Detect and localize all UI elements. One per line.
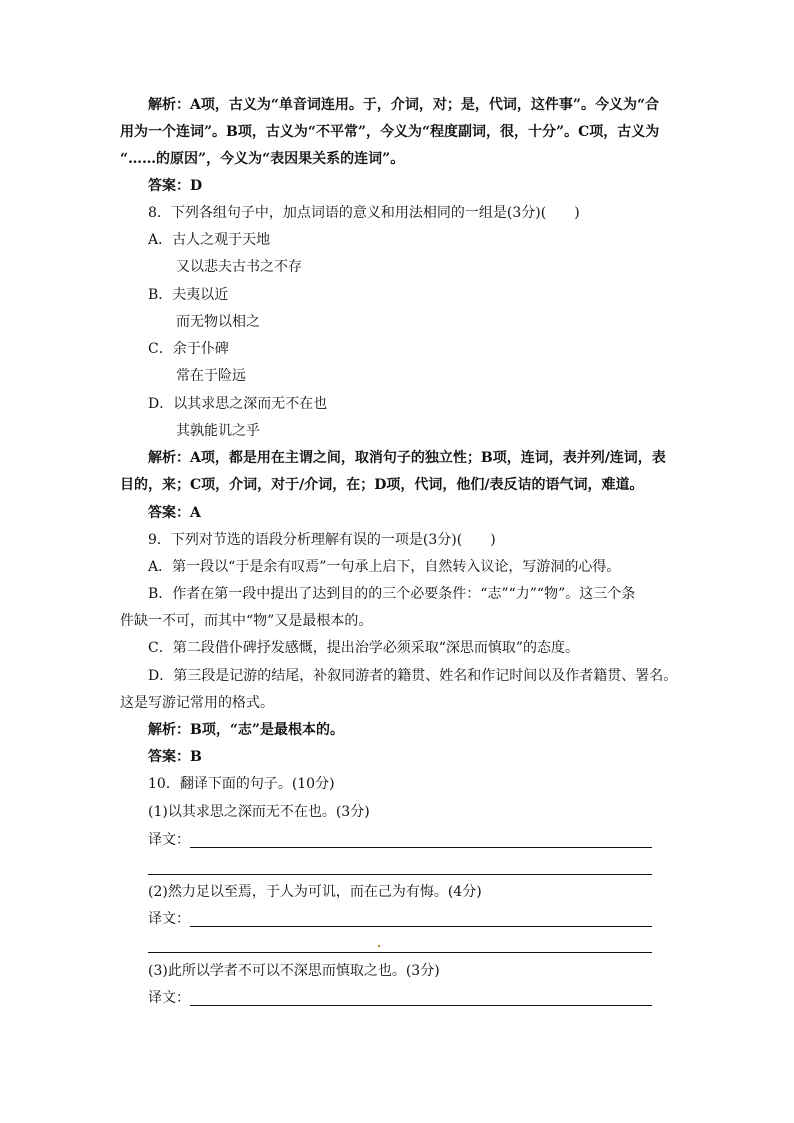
q8-answer: 答案：A bbox=[148, 505, 201, 521]
q10-answer-line-1b[interactable] bbox=[148, 874, 652, 875]
q9-option-b-line-1: B．作者在第一段中提出了达到目的的三个必要条件：“志”“力”“物”。这三个条 bbox=[148, 586, 636, 602]
q9-option-c: C．第二段借仆碑抒发感慨，提出治学必须采取“深思而慎取”的态度。 bbox=[148, 640, 580, 656]
stray-dot bbox=[378, 945, 380, 947]
q9-option-d-line-1: D．第三段是记游的结尾，补叙同游者的籍贯、姓名和作记时间以及作者籍贯、署名。 bbox=[148, 668, 678, 684]
q8-option-d: D．以其求思之深而无不在也 bbox=[148, 396, 328, 412]
q8-option-a-sub: 又以悲夫古书之不存 bbox=[176, 259, 302, 275]
q8-option-c-sub: 常在于险远 bbox=[176, 368, 246, 384]
q8-option-a: A．古人之观于天地 bbox=[148, 232, 271, 248]
q10-sentence-2: (2)然力足以至焉，于人为可讥，而在己为有悔。(4分) bbox=[148, 884, 482, 900]
q10-sentence-1: (1)以其求思之深而无不在也。(3分) bbox=[148, 804, 370, 820]
q10-label-3: 译文： bbox=[148, 990, 190, 1006]
q9-option-b-line-2: 件缺一不可，而其中“物”又是最根本的。 bbox=[120, 613, 373, 629]
q9-option-d-line-2: 这是写游记常用的格式。 bbox=[120, 695, 274, 711]
q8-option-c: C．余于仆碑 bbox=[148, 341, 229, 357]
q8-analysis-line-2: 目的，来；C项，介词，对于/介词，在；D项，代词，他们/表反诘的语气词，难道。 bbox=[120, 477, 644, 493]
q8-option-d-sub: 其孰能讥之乎 bbox=[176, 423, 260, 439]
q7-analysis-line-2: 用为一个连词”。B项，古义为“不平常”，今义为“程度副词，很，十分”。C项，古义为 bbox=[120, 124, 660, 140]
q10-label-2: 译文： bbox=[148, 911, 190, 927]
q8-stem: 8．下列各组句子中，加点词语的意义和用法相同的一组是(3分)( ) bbox=[148, 205, 580, 221]
q10-answer-line-3a[interactable] bbox=[190, 1005, 652, 1006]
q9-answer: 答案：B bbox=[148, 749, 202, 765]
q9-option-a: A．第一段以“于是余有叹焉”一句承上启下，自然转入议论，写游洞的心得。 bbox=[148, 559, 621, 575]
q10-label-1: 译文： bbox=[148, 832, 190, 848]
q10-stem: 10．翻译下面的句子。(10分) bbox=[148, 776, 335, 792]
q10-answer-line-2b[interactable] bbox=[148, 952, 652, 953]
q8-option-b: B．夫夷以近 bbox=[148, 287, 229, 303]
q10-answer-line-2a[interactable] bbox=[190, 926, 652, 927]
q7-analysis-line-1: 解析：A项，古义为“单音词连用。于，介词，对；是，代词，这件事”。今义为“合 bbox=[148, 97, 660, 113]
q7-analysis-line-3: “……的原因”，今义为“表因果关系的连词”。 bbox=[120, 151, 405, 167]
q10-sentence-3: (3)此所以学者不可以不深思而慎取之也。(3分) bbox=[148, 963, 440, 979]
q10-answer-line-1a[interactable] bbox=[190, 847, 652, 848]
q9-stem: 9．下列对节选的语段分析理解有误的一项是(3分)( ) bbox=[148, 532, 496, 548]
q9-analysis: 解析：B项，“志”是最根本的。 bbox=[148, 722, 344, 738]
q7-answer: 答案：D bbox=[148, 178, 203, 194]
q8-analysis-line-1: 解析：A项，都是用在主谓之间，取消句子的独立性；B项，连词，表并列/连词，表 bbox=[148, 450, 666, 466]
q8-option-b-sub: 而无物以相之 bbox=[176, 314, 260, 330]
